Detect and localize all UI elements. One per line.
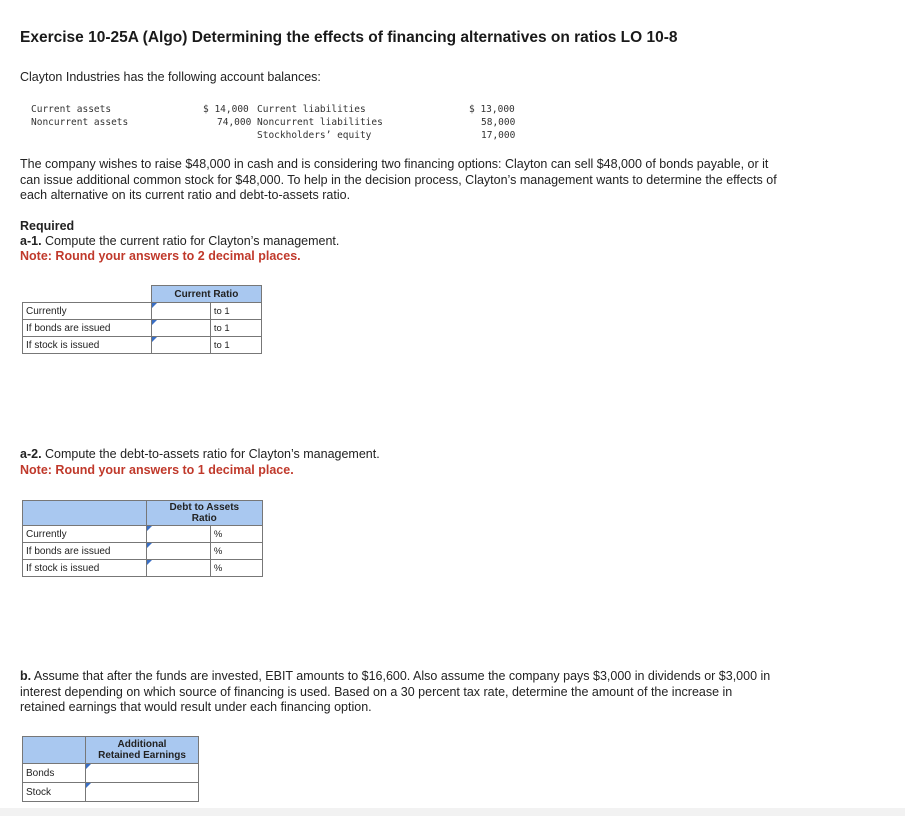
account-value: $ 14,000 bbox=[203, 104, 249, 115]
suffix: to 1 bbox=[210, 320, 261, 337]
retained-earnings-stock-input[interactable] bbox=[86, 784, 198, 800]
account-value: $ 13,000 bbox=[469, 104, 515, 115]
debt-to-assets-table bbox=[22, 500, 263, 577]
debt-assets-bonds-input[interactable] bbox=[147, 543, 210, 559]
a1-tag: a-1. bbox=[20, 234, 42, 248]
row-label: Bonds bbox=[23, 764, 86, 783]
input-cell bbox=[86, 783, 199, 802]
required-label: Required bbox=[20, 219, 75, 233]
debt-to-assets-header bbox=[146, 501, 262, 526]
input-cell bbox=[151, 337, 210, 354]
b-section bbox=[20, 669, 780, 716]
current-ratio-stock-input[interactable] bbox=[152, 337, 210, 353]
current-ratio-bonds-input[interactable] bbox=[152, 320, 210, 336]
b-text: Assume that after the funds are invested, EBIT amounts to $16,600. Also assume the company pays $3,000 in dividends or $3,000 in interest depending on which source of financing is used. Based on a 30 percent tax rate, determine the amount of the increase in retained earnings that would result under each financing option. bbox=[20, 669, 771, 714]
header-line: Debt to Assets bbox=[169, 502, 240, 513]
problem-paragraph: The company wishes to raise $48,000 in cash and is considering two financing options: Clayton can sell $48,000 of bonds payable, or it can issue additional common stock for $48,000. To help in the decision process, Clayton’s management wants to determine the effects of each alternative on its current ratio and debt-to-assets ratio. bbox=[20, 157, 777, 202]
suffix: to 1 bbox=[210, 337, 261, 354]
suffix: % bbox=[210, 526, 262, 543]
account-value: 58,000 bbox=[481, 117, 516, 128]
row-label: Currently bbox=[23, 303, 152, 320]
suffix: % bbox=[210, 560, 262, 577]
account-label: Noncurrent assets bbox=[31, 117, 129, 128]
row-label: If stock is issued bbox=[23, 337, 152, 354]
a1-instruction bbox=[20, 234, 339, 249]
b-tag: b. bbox=[20, 669, 32, 683]
header-line: Additional bbox=[117, 739, 167, 750]
account-value: 74,000 bbox=[217, 117, 252, 128]
row-label: Stock bbox=[23, 783, 86, 802]
a2-note: Note: Round your answers to 1 decimal place. bbox=[20, 462, 294, 477]
header-line: Ratio bbox=[191, 513, 217, 524]
account-balances bbox=[31, 103, 531, 142]
row-label: Currently bbox=[23, 526, 147, 543]
retained-earnings-table bbox=[22, 736, 199, 802]
input-cell bbox=[151, 303, 210, 320]
input-cell bbox=[146, 526, 210, 543]
page-title: Exercise 10-25A (Algo) Determining the effects of financing alternatives on ratios LO 10-8 bbox=[20, 29, 678, 46]
a2-instruction bbox=[20, 447, 380, 463]
account-value: 17,000 bbox=[481, 130, 516, 141]
account-label: Current liabilities bbox=[257, 104, 366, 115]
a2-section bbox=[20, 447, 380, 478]
a1-text: Compute the current ratio for Clayton’s management. bbox=[41, 234, 340, 248]
input-cell bbox=[151, 320, 210, 337]
input-cell bbox=[146, 543, 210, 560]
required-section bbox=[20, 219, 339, 264]
intro-text: Clayton Industries has the following account balances: bbox=[20, 70, 321, 84]
table-corner bbox=[23, 501, 147, 526]
row-label: If bonds are issued bbox=[23, 320, 152, 337]
account-label: Current assets bbox=[31, 104, 112, 115]
retained-earnings-bonds-input[interactable] bbox=[86, 765, 198, 781]
row-label: If bonds are issued bbox=[23, 543, 147, 560]
account-label: Stockholders’ equity bbox=[257, 130, 372, 141]
suffix: to 1 bbox=[210, 303, 261, 320]
current-ratio-header: Current Ratio bbox=[151, 286, 261, 303]
current-ratio-currently-input[interactable] bbox=[152, 303, 210, 319]
suffix: % bbox=[210, 543, 262, 560]
bottom-divider bbox=[0, 808, 905, 816]
account-label: Noncurrent liabilities bbox=[257, 117, 383, 128]
header-line: Retained Earnings bbox=[98, 750, 186, 761]
current-ratio-table bbox=[22, 285, 262, 354]
a2-tag: a-2. bbox=[20, 447, 42, 461]
a2-text: Compute the debt-to-assets ratio for Clayton’s management. bbox=[41, 447, 380, 461]
table-corner bbox=[23, 286, 152, 303]
retained-earnings-header bbox=[86, 737, 199, 764]
debt-assets-currently-input[interactable] bbox=[147, 526, 210, 542]
input-cell bbox=[146, 560, 210, 577]
input-cell bbox=[86, 764, 199, 783]
row-label: If stock is issued bbox=[23, 560, 147, 577]
table-corner bbox=[23, 737, 86, 764]
debt-assets-stock-input[interactable] bbox=[147, 560, 210, 576]
a1-note: Note: Round your answers to 2 decimal places. bbox=[20, 249, 301, 263]
